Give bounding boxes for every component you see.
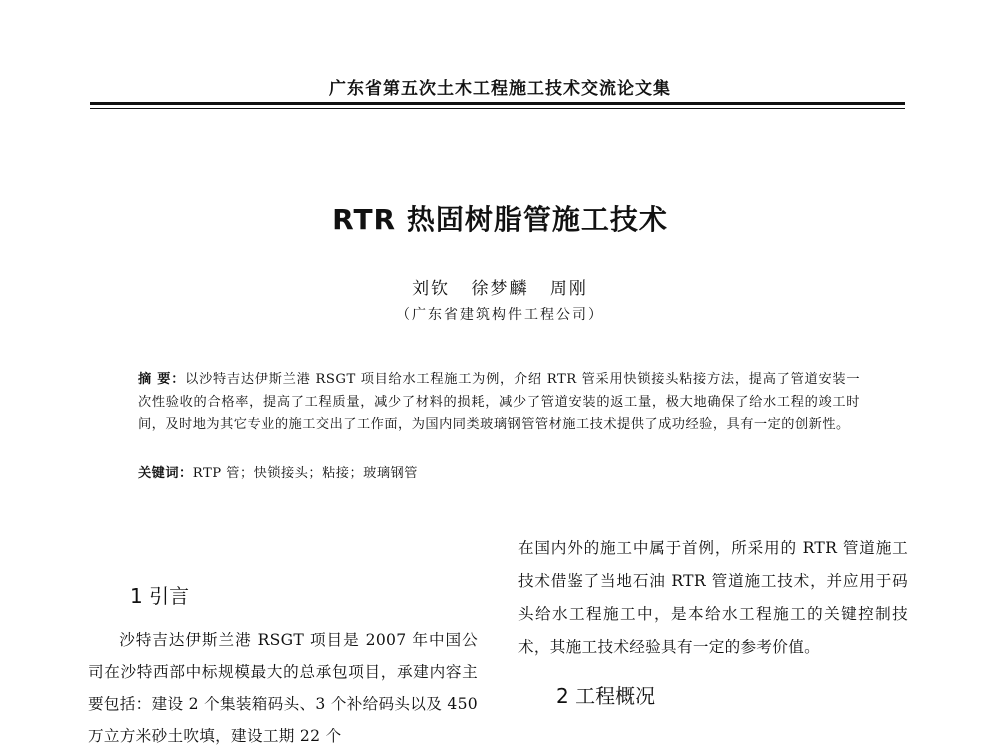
- abstract-text: 以沙特吉达伊斯兰港 RSGT 项目给水工程施工为例，介绍 RTR 管采用快锁接头粘接方法，提高了管道安装一次性验收的合格率，提高了工程质量，减少了材料的损耗，减少了管道安装的返工量，极大地确保了给水工程的竣工时间，及时地为其它专业的施工交出了工作面，为国内同类玻璃钢管管材施工技术提供了成功经验，具有一定的创新性。: [138, 372, 861, 432]
- header-rule-thick: [90, 102, 905, 105]
- proceedings-title: 广东省第五次土木工程施工技术交流论文集: [329, 79, 671, 99]
- section-1-heading: 1 引言: [130, 584, 190, 608]
- keywords-text: RTP 管；快锁接头；粘接；玻璃钢管: [192, 466, 418, 481]
- affiliation: （广东省建筑构件工程公司）: [396, 307, 604, 323]
- authors: 刘钦 徐梦麟 周刚: [412, 279, 588, 299]
- abstract: [138, 369, 860, 437]
- keywords: [138, 462, 860, 481]
- right-column-paragraph: 在国内外的施工中属于首例，所采用的 RTR 管道施工技术借鉴了当地石油 RTR 管道施工技术，并应用于码头给水工程施工中，是本给水工程施工的关键控制技术，其施工技术经验具有一定的参考价值。: [518, 539, 908, 656]
- section-1-paragraph: 沙特吉达伊斯兰港 RSGT 项目是 2007 年中国公司在沙特西部中标规模最大的总承包项目，承建内容主要包括：建设 2 个集装箱码头、3 个补给码头以及 450 万立方米砂土吹填，建设工期 22 个: [88, 631, 479, 745]
- header-rule-thin: [90, 108, 905, 109]
- paper-title: RTR 热固树脂管施工技术: [332, 203, 668, 236]
- section-2-heading: 2 工程概况: [556, 684, 656, 708]
- keywords-label: 关键词：: [138, 466, 193, 481]
- abstract-label: 摘 要：: [138, 372, 186, 387]
